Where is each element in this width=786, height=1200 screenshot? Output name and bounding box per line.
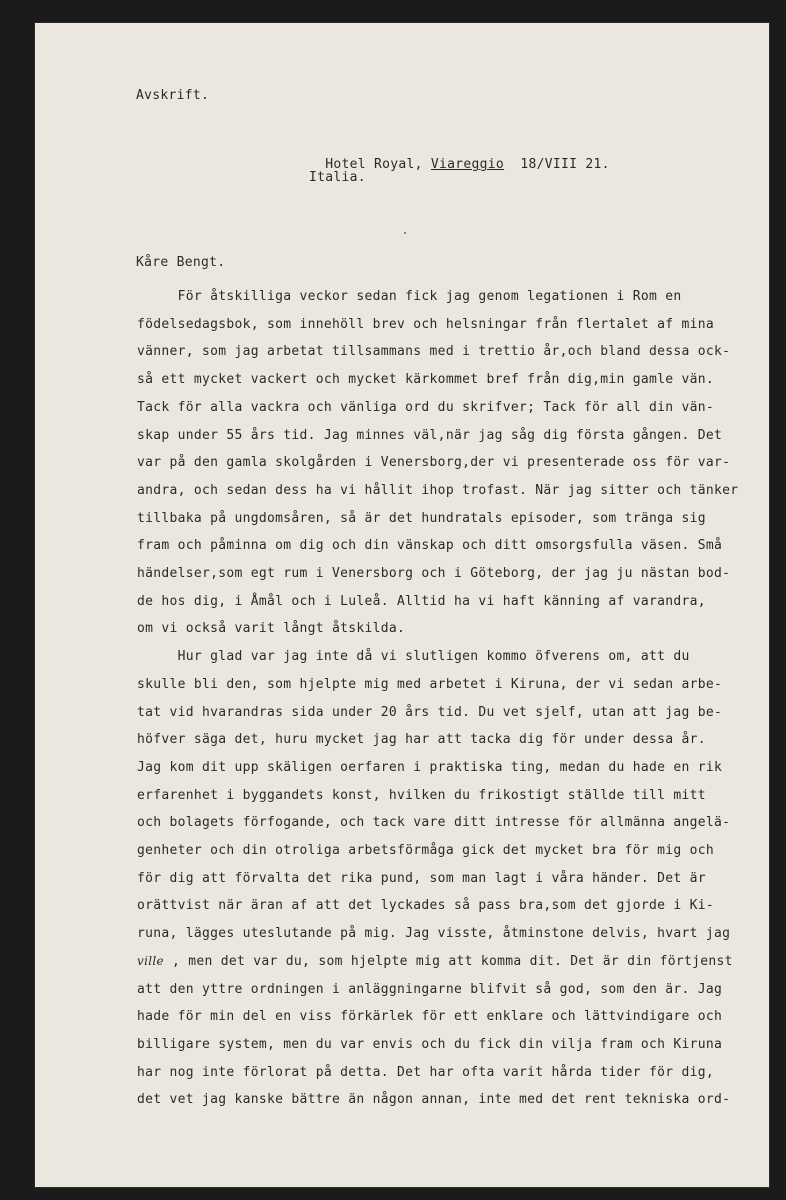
body-line: Hur glad var jag inte då vi slutligen kommo öfverens om, att du [137, 649, 690, 665]
body-line: fram och påminna om dig och din vänskap och ditt omsorgsfulla väsen. Små [137, 538, 723, 554]
body-line: har nog inte förlorat på detta. Det har ofta varit hårda tider för dig, [137, 1064, 714, 1080]
body-line: genheter och din otroliga arbetsförmåga gick det mycket bra för mig och [137, 843, 714, 858]
hotel-name: Hotel Royal, [325, 157, 431, 172]
body-line: vänner, som jag arbetat tillsammans med i trettio år,och bland dessa ock- [137, 344, 731, 360]
body-line: För åtskilliga veckor sedan fick jag genom legationen i Rom en [137, 289, 682, 304]
body-line: orättvist när äran af att det lyckades så pass bra,som det gjorde i Ki- [137, 898, 714, 914]
body-line: tillbaka på ungdomsåren, så är det hundratals episoder, som tränga sig [137, 510, 706, 526]
body-line: erfarenhet i byggandets konst, hvilken du frikostigt ställde till mitt [137, 787, 706, 803]
body-line: Jag kom dit upp skäligen oerfaren i praktiska ting, medan du hade en rik [137, 759, 723, 775]
body-line: de hos dig, i Åmål och i Luleå. Alltid ha vi haft känning af varandra, [137, 593, 706, 609]
letter-date: 18/VIII 21. [520, 157, 610, 172]
body-line-text: , men det var du, som hjelpte mig att komma dit. Det är din förtjenst [163, 953, 733, 969]
handwritten-insertion: ville [137, 953, 164, 968]
body-line [137, 954, 733, 969]
body-line: andra, och sedan dess ha vi hållit ihop trofast. När jag sitter och tänker [137, 482, 739, 498]
body-line: skulle bli den, som hjelpte mig med arbetet i Kiruna, der vi sedan arbe- [137, 676, 723, 692]
body-line: billigare system, men du var envis och du fick din vilja fram och Kiruna [137, 1036, 723, 1052]
salutation: Kåre Bengt. [136, 255, 226, 270]
header-label: Avskrift. [136, 88, 210, 103]
letter-country: Italia. [309, 170, 366, 185]
body-line: skap under 55 års tid. Jag minnes väl,när jag såg dig första gången. Det [137, 427, 723, 443]
paper-speck [404, 232, 406, 234]
body-line: höfver säga det, huru mycket jag har att tacka dig för under dessa år. [137, 732, 706, 748]
body-line: födelsedagsbok, som innehöll brev och helsningar från flertalet af mina [137, 316, 714, 332]
body-line: för dig att förvalta det rika pund, som man lagt i våra händer. Det är [137, 870, 706, 886]
body-line: händelser,som egt rum i Venersborg och i Göteborg, der jag ju nästan bod- [137, 566, 731, 581]
body-line: och bolagets förfogande, och tack vare ditt intresse för allmänna angelä- [137, 815, 731, 831]
body-line: tat vid hvarandras sida under 20 års tid. Du vet sjelf, utan att jag be- [137, 704, 723, 720]
letter-place-date [309, 142, 610, 172]
body-line: att den yttre ordningen i anläggningarne blifvit så god, som den är. Jag [137, 981, 723, 997]
body-line: hade för min del en viss förkärlek för ett enklare och lättvindigare och [137, 1009, 723, 1025]
body-line: så ett mycket vackert och mycket kärkommet bref från dig,min gamle vän. [137, 372, 714, 388]
body-line: om vi också varit långt åtskilda. [137, 621, 406, 637]
city-name: Viareggio [430, 157, 505, 172]
body-line: det vet jag kanske bättre än någon annan, inte med det rent tekniska ord- [137, 1092, 731, 1108]
body-line: var på den gamla skolgården i Venersborg,der vi presenterade oss för var- [137, 455, 731, 471]
body-line: runa, lägges uteslutande på mig. Jag visste, åtminstone delvis, hvart jag [137, 926, 731, 942]
body-line: Tack för alla vackra och vänliga ord du skrifver; Tack för all din vän- [137, 399, 714, 415]
